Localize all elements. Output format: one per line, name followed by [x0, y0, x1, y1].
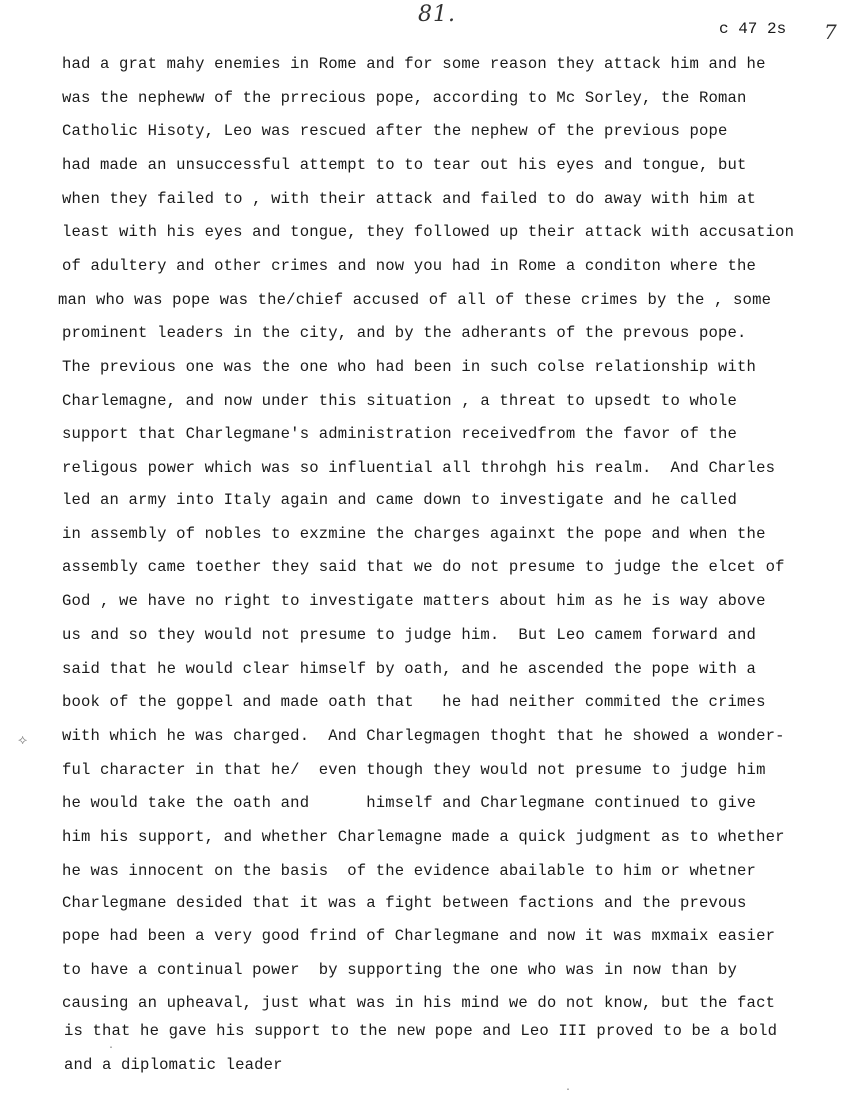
margin-mark-icon: ⟡ [18, 733, 28, 749]
text-line: in assembly of nobles to exzmine the charges againxt the pope and when the [62, 525, 766, 543]
text-line: with which he was charged. And Charlegmagen thoght that he showed a wonder- [62, 727, 785, 745]
text-line: least with his eyes and tongue, they followed up their attack with accusation [62, 223, 795, 241]
text-line: pope had been a very good frind of Charlegmane and now it was mxmaix easier [62, 927, 776, 945]
text-line: Catholic Hisoty, Leo was rescued after the nephew of the previous pope [62, 122, 728, 140]
text-line: he was innocent on the basis of the evidence abailable to him or whetner [62, 862, 757, 880]
text-line: ful character in that he/ even though they would not presume to judge him [62, 761, 766, 779]
text-line: and a diplomatic leader [64, 1056, 283, 1074]
page-number: 7 [824, 20, 837, 44]
text-line: he would take the oath and himself and Charlegmane continued to give [62, 794, 757, 812]
text-line: had a grat mahy enemies in Rome and for some reason they attack him and he [62, 55, 766, 73]
text-line: man who was pope was the/chief accused of all of these crimes by the , some [58, 291, 772, 309]
speck-mark-icon: · [565, 1085, 572, 1096]
text-line: Charlegmane desided that it was a fight between factions and the prevous [62, 894, 747, 912]
text-line: him his support, and whether Charlemagne made a quick judgment as to whether [62, 828, 785, 846]
handwritten-page-number: 81. [418, 2, 456, 27]
text-line: had made an unsuccessful attempt to to tear out his eyes and tongue, but [62, 156, 747, 174]
text-line: to have a continual power by supporting the one who was in now than by [62, 961, 738, 979]
text-line: support that Charlegmane's administration receivedfrom the favor of the [62, 425, 738, 443]
text-line: Charlemagne, and now under this situation , a threat to upsedt to whole [62, 392, 738, 410]
text-line: us and so they would not presume to judge him. But Leo camem forward and [62, 626, 757, 644]
text-line: God , we have no right to investigate matters about him as he is way above [62, 592, 766, 610]
document-code: c 47 2s [719, 20, 787, 38]
text-line: led an army into Italy again and came down to investigate and he called [62, 491, 738, 509]
text-line: religous power which was so influential all throhgh his realm. And Charles [62, 459, 776, 477]
text-line: causing an upheaval, just what was in his mind we do not know, but the fact [62, 994, 776, 1012]
text-line: assembly came toether they said that we do not presume to judge the elcet of [62, 558, 785, 576]
text-line: said that he would clear himself by oath, and he ascended the pope with a [62, 660, 757, 678]
text-line: The previous one was the one who had been in such colse relationship with [62, 358, 757, 376]
text-line: prominent leaders in the city, and by the adherants of the prevous pope. [62, 324, 747, 342]
text-line: when they failed to , with their attack and failed to do away with him at [62, 190, 757, 208]
text-line: is that he gave his support to the new pope and Leo III proved to be a bold [64, 1022, 778, 1040]
text-line: book of the goppel and made oath that he had neither commited the crimes [62, 693, 766, 711]
text-line: of adultery and other crimes and now you had in Rome a conditon where the [62, 257, 757, 275]
text-line: was the nepheww of the prrecious pope, according to Mc Sorley, the Roman [62, 89, 747, 107]
speck-mark-icon: · [108, 1043, 115, 1054]
